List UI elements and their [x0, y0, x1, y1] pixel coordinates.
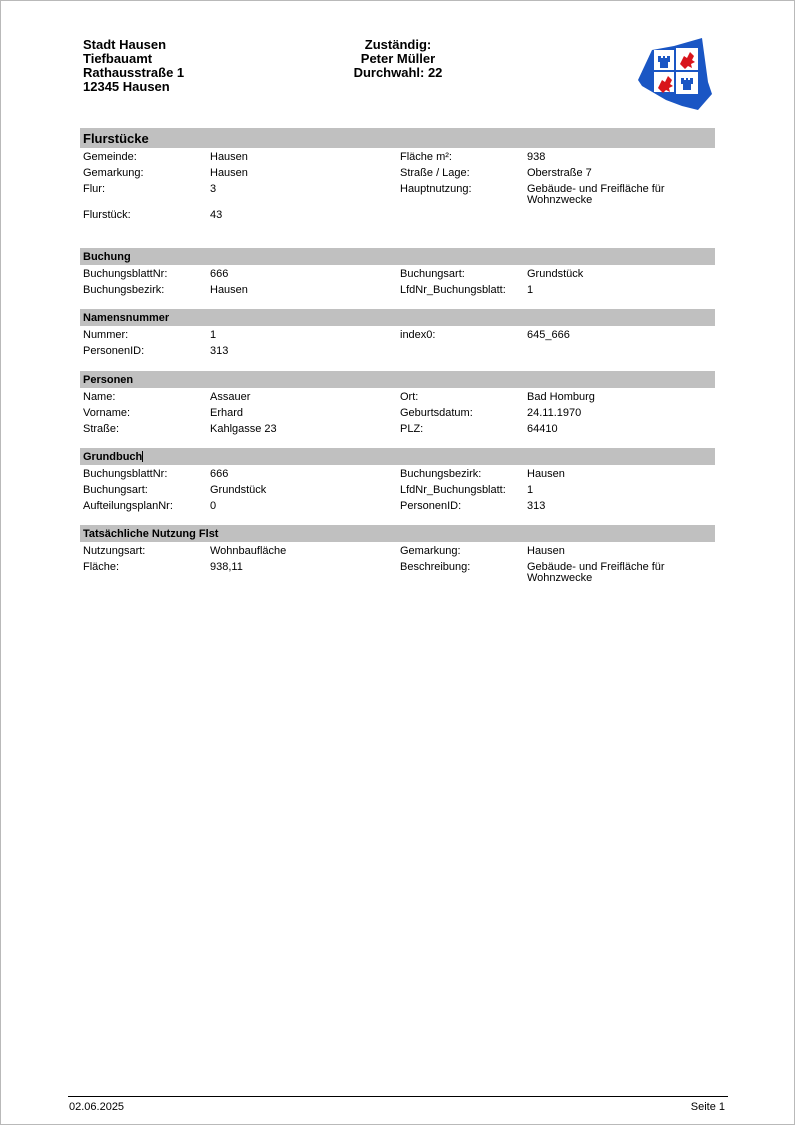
footer-divider	[68, 1096, 728, 1097]
text-cursor	[142, 451, 143, 462]
org-city: 12345 Hausen	[83, 79, 170, 94]
field-label-gemeinde: Gemeinde:	[83, 151, 137, 163]
field-value-buchungsbezirk: Hausen	[210, 284, 248, 296]
org-department: Tiefbauamt	[83, 51, 153, 66]
field-value-flaeche: 938	[527, 151, 546, 163]
field-value-index0: 645_666	[527, 329, 570, 341]
section-header-nutzung: Tatsächliche Nutzung Flst	[80, 525, 715, 542]
field-label-nutzungsart: Nutzungsart:	[83, 545, 146, 557]
field-value-flur: 3	[210, 183, 217, 195]
field-label-plz: PLZ:	[400, 423, 424, 435]
field-value-ort: Bad Homburg	[527, 391, 595, 403]
field-label-flurstueck: Flurstück:	[83, 209, 131, 221]
field-label-buchungsblattnr: BuchungsblattNr:	[83, 268, 168, 280]
section-header-personen: Personen	[80, 371, 715, 388]
field-label-index0: index0:	[400, 329, 436, 341]
field-value-nutzungsart: Wohnbaufläche	[210, 545, 287, 557]
contact-title: Zuständig:	[364, 37, 432, 52]
field-value-strasse-lage: Oberstraße 7	[527, 167, 592, 179]
field-value-name: Assauer	[210, 391, 251, 403]
field-label-name: Name:	[83, 391, 116, 403]
field-value-geburtsdatum: 24.11.1970	[527, 407, 582, 419]
contact-name: Peter Müller	[360, 51, 436, 66]
field-label-nutzung-flaeche: Fläche:	[83, 561, 120, 573]
field-value-beschreibung: Gebäude- und Freifläche für Wohnzwecke	[527, 561, 665, 584]
field-value-gemarkung: Hausen	[210, 167, 248, 179]
field-value-grundbuch-personenid: 313	[527, 500, 546, 512]
field-label-grundbuch-art: Buchungsart:	[83, 484, 148, 496]
section-header-grundbuch	[80, 448, 715, 465]
field-label-hauptnutzung: Hauptnutzung:	[400, 183, 472, 195]
field-label-grundbuch-blattnr: BuchungsblattNr:	[83, 468, 168, 480]
field-label-personenid: PersonenID:	[83, 345, 145, 357]
field-label-beschreibung: Beschreibung:	[400, 561, 471, 573]
field-value-buchungsart: Grundstück	[527, 268, 584, 280]
field-label-nutzung-gemarkung: Gemarkung:	[400, 545, 461, 557]
field-value-lfdnr-buchungsblatt: 1	[527, 284, 534, 296]
field-label-lfdnr-buchungsblatt: LfdNr_Buchungsblatt:	[400, 284, 506, 296]
field-label-vorname: Vorname:	[83, 407, 131, 419]
field-value-strasse: Kahlgasse 23	[210, 423, 277, 435]
field-label-buchungsbezirk: Buchungsbezirk:	[83, 284, 165, 296]
field-value-grundbuch-art: Grundstück	[210, 484, 267, 496]
field-value-hauptnutzung: Gebäude- und Freifläche für Wohnzwecke	[527, 183, 665, 206]
field-label-ort: Ort:	[400, 391, 419, 403]
section-title-grundbuch: Grundbuch	[83, 451, 143, 463]
field-value-grundbuch-blattnr: 666	[210, 468, 229, 480]
field-value-personenid: 313	[210, 345, 229, 357]
field-value-vorname: Erhard	[210, 407, 244, 419]
field-label-flaeche: Fläche m²:	[400, 151, 452, 163]
field-label-grundbuch-bezirk: Buchungsbezirk:	[400, 468, 482, 480]
field-value-grundbuch-bezirk: Hausen	[527, 468, 565, 480]
field-label-grundbuch-personenid: PersonenID:	[400, 500, 462, 512]
field-value-nutzung-flaeche: 938,11	[210, 561, 243, 573]
section-header-buchung: Buchung	[80, 248, 715, 265]
field-value-flurstueck: 43	[210, 209, 223, 221]
field-value-buchungsblattnr: 666	[210, 268, 229, 280]
field-label-strasse: Straße:	[83, 423, 120, 435]
field-value-aufteilungsplannr: 0	[210, 500, 217, 512]
field-label-flur: Flur:	[83, 183, 105, 195]
field-label-strasse-lage: Straße / Lage:	[400, 167, 470, 179]
contact-block	[298, 38, 498, 80]
city-coat-of-arms-logo	[636, 36, 712, 112]
footer-page-number: Seite 1	[690, 1101, 725, 1113]
field-value-grundbuch-lfdnr: 1	[527, 484, 534, 496]
field-label-aufteilungsplannr: AufteilungsplanNr:	[83, 500, 173, 512]
footer-date: 02.06.2025	[69, 1101, 125, 1113]
field-label-gemarkung: Gemarkung:	[83, 167, 144, 179]
field-value-plz: 64410	[527, 423, 558, 435]
section-header-namensnummer: Namensnummer	[80, 309, 715, 326]
field-value-nummer: 1	[210, 329, 217, 341]
field-label-geburtsdatum: Geburtsdatum:	[400, 407, 473, 419]
section-header-flurstuecke: Flurstücke	[80, 128, 715, 148]
org-street: Rathausstraße 1	[83, 65, 185, 80]
field-label-buchungsart: Buchungsart:	[400, 268, 465, 280]
field-value-nutzung-gemarkung: Hausen	[527, 545, 565, 557]
field-label-nummer: Nummer:	[83, 329, 129, 341]
field-value-gemeinde: Hausen	[210, 151, 248, 163]
field-label-grundbuch-lfdnr: LfdNr_Buchungsblatt:	[400, 484, 506, 496]
organization-address	[83, 38, 184, 94]
contact-phone: Durchwahl: 22	[353, 65, 443, 80]
org-name: Stadt Hausen	[83, 37, 167, 52]
